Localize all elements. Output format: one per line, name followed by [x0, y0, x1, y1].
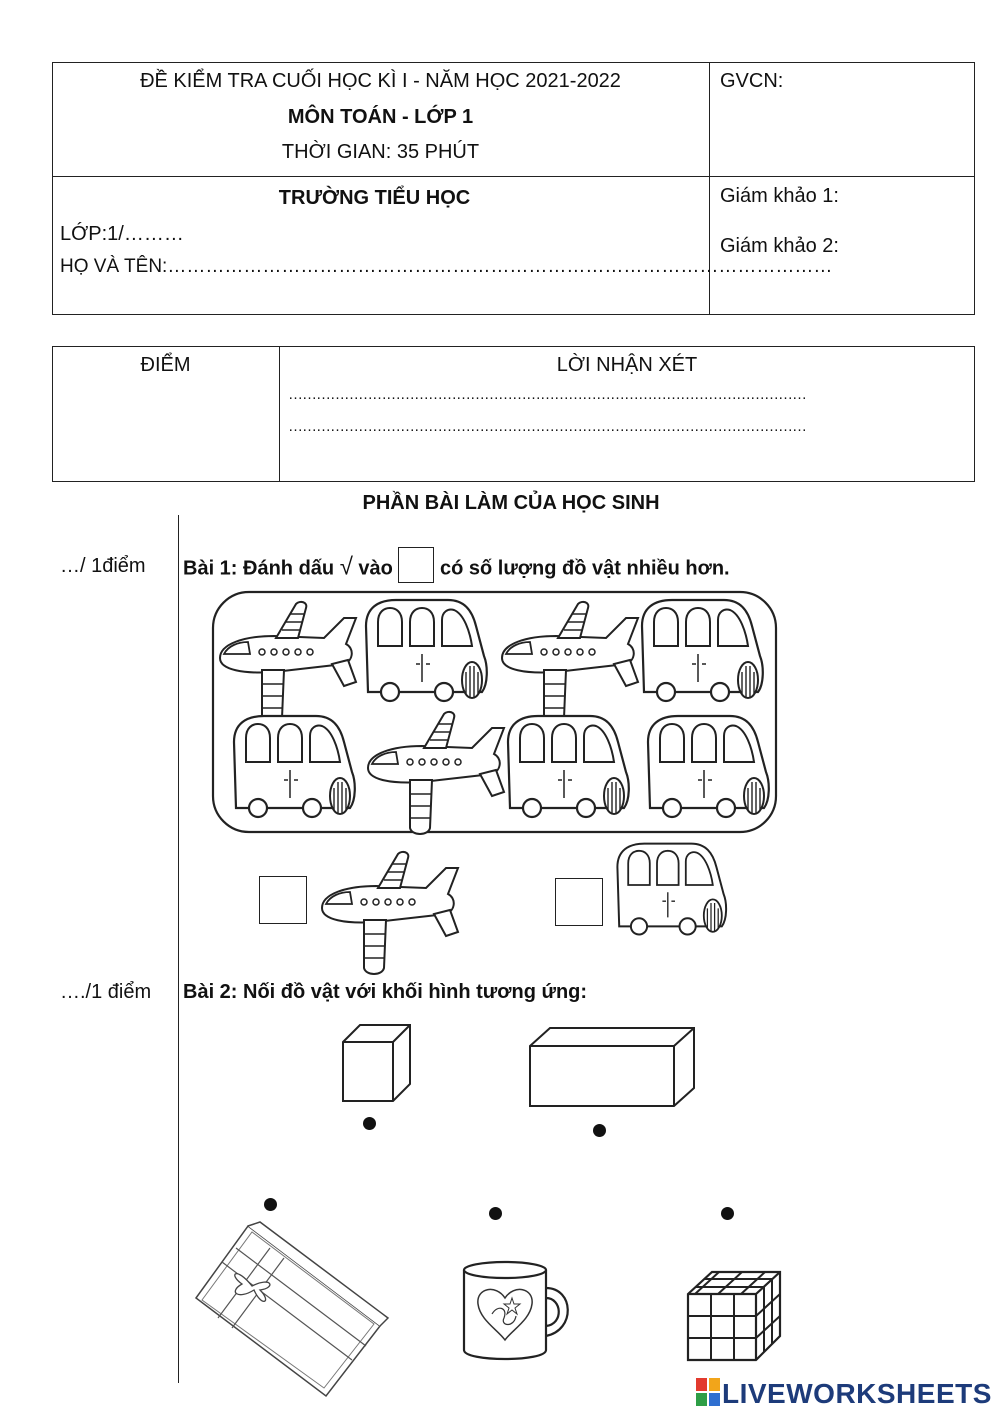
dot-mug[interactable] — [489, 1207, 502, 1220]
comment-label: LỜI NHẬN XÉT — [556, 354, 698, 376]
subject-title: MÔN TOÁN - LỚP 1 — [287, 106, 474, 128]
exercise-2-title: Bài 2: Nối đồ vật với khối hình tương ứng: — [183, 981, 588, 1003]
watermark-text: LIVEWORKSHEETS — [722, 1378, 992, 1409]
answer-checkbox-car[interactable] — [555, 878, 603, 926]
check-mark-icon: √ — [339, 553, 353, 581]
airplane-icon — [316, 850, 466, 980]
margin-line — [178, 515, 179, 1383]
mug-icon — [458, 1258, 578, 1368]
exercise-1-label-post: có số lượng đồ vật nhiều hơn. — [434, 557, 730, 580]
cube-icon — [338, 1020, 428, 1110]
section-title: PHẦN BÀI LÀM CỦA HỌC SINH — [362, 492, 660, 514]
comment-line-1[interactable]: ………………………………………………………………………………………………… — [288, 386, 806, 403]
inline-checkbox-icon — [398, 547, 434, 583]
car-icon — [502, 712, 632, 822]
exercise-1-label-mid: vào — [352, 557, 399, 580]
score-label: ĐIỂM — [140, 354, 191, 376]
car-icon — [360, 596, 490, 706]
car-icon — [612, 840, 729, 939]
examiner-2-label: Giám khảo 2: — [720, 235, 839, 257]
exercise-1-points[interactable]: …/ 1điểm — [60, 555, 146, 577]
liveworksheets-logo-icon — [696, 1378, 722, 1408]
header-divider-v — [709, 62, 710, 315]
comment-line-2[interactable]: ………………………………………………………………………………………………… — [288, 418, 806, 435]
student-name-field[interactable]: HỌ VÀ TÊN:…………………………………………………………………………………………… — [60, 256, 833, 277]
school-name: TRƯỜNG TIỂU HỌC — [278, 187, 471, 209]
dot-cube[interactable] — [363, 1117, 376, 1130]
gift-box-icon — [192, 1218, 392, 1398]
car-icon — [636, 596, 766, 706]
exam-title: ĐỀ KIỂM TRA CUỐI HỌC KÌ I - NĂM HỌC 2021-2022 — [140, 70, 621, 92]
exercise-1-label-pre: Bài 1: Đánh dấu — [183, 557, 340, 580]
exercise-2-points[interactable]: …./1 điểm — [60, 981, 152, 1003]
answer-checkbox-airplane[interactable] — [259, 876, 307, 924]
airplane-icon — [496, 600, 646, 730]
dot-gift-box[interactable] — [264, 1198, 277, 1211]
dot-cuboid[interactable] — [593, 1124, 606, 1137]
header-divider-h — [52, 176, 975, 177]
rubik-cube-icon — [686, 1268, 786, 1368]
dot-rubik[interactable] — [721, 1207, 734, 1220]
cuboid-icon — [526, 1024, 706, 1114]
exercise-1-title — [183, 555, 730, 583]
examiner-1-label: Giám khảo 1: — [720, 185, 839, 207]
exam-time: THỜI GIAN: 35 PHÚT — [281, 141, 480, 163]
gvcn-label: GVCN: — [720, 70, 784, 92]
car-icon — [228, 712, 358, 822]
airplane-icon — [362, 710, 512, 840]
class-field[interactable]: LỚP:1/……… — [60, 223, 184, 245]
car-icon — [642, 712, 772, 822]
airplane-icon — [214, 600, 364, 730]
